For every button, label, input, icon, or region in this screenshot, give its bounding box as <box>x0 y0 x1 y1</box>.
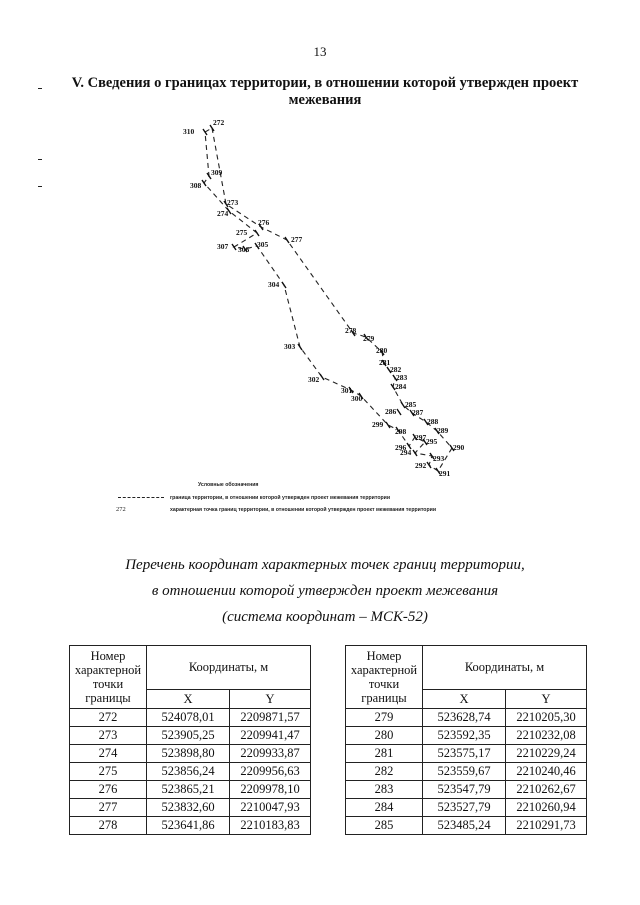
y-header: Y <box>506 690 587 709</box>
x-cell: 523641,86 <box>147 817 230 835</box>
point-label: 272 <box>213 118 225 127</box>
point-label: 301 <box>341 386 353 395</box>
y-cell: 2210291,73 <box>506 817 587 835</box>
legend-heading: Условные обозначения <box>198 482 259 488</box>
point-label: 276 <box>258 218 270 227</box>
point-cell: 276 <box>70 781 147 799</box>
x-cell: 523592,35 <box>423 727 506 745</box>
point-cell: 275 <box>70 763 147 781</box>
x-cell: 523575,17 <box>423 745 506 763</box>
y-cell: 2210183,83 <box>230 817 311 835</box>
point-label: 293 <box>433 454 445 463</box>
table-row <box>346 709 587 727</box>
x-cell: 523485,24 <box>423 817 506 835</box>
coordinates-header: Координаты, м <box>423 646 587 690</box>
point-label: 284 <box>395 382 407 391</box>
point-label: 296 <box>395 443 407 452</box>
point-cell: 272 <box>70 709 147 727</box>
x-cell: 523547,79 <box>423 781 506 799</box>
y-cell: 2210205,30 <box>506 709 587 727</box>
point-label: 304 <box>268 280 280 289</box>
point-label: 306 <box>238 245 250 254</box>
y-cell: 2209871,57 <box>230 709 311 727</box>
boundary-point-mark <box>282 282 286 288</box>
point-label: 302 <box>308 375 320 384</box>
boundary-line <box>204 128 452 471</box>
point-label: 275 <box>236 228 248 237</box>
point-label: 289 <box>437 426 449 435</box>
point-label: 308 <box>190 181 202 190</box>
boundary-point-mark <box>386 422 390 428</box>
point-label: 291 <box>439 469 451 478</box>
point-cell: 280 <box>346 727 423 745</box>
y-header: Y <box>230 690 311 709</box>
point-label: 294 <box>400 448 412 457</box>
subtitle-line: (система координат – МСК-52) <box>222 609 428 625</box>
y-cell: 2210240,46 <box>506 763 587 781</box>
x-cell: 523856,24 <box>147 763 230 781</box>
point-label: 280 <box>376 346 388 355</box>
point-number-header: Номер характерной точки границы <box>346 646 423 709</box>
point-cell: 285 <box>346 817 423 835</box>
boundary-point-mark <box>203 129 207 135</box>
legend-line-symbol <box>118 497 164 498</box>
point-label: 298 <box>395 427 407 436</box>
table-row <box>346 799 587 817</box>
point-label: 285 <box>405 400 417 409</box>
point-label: 281 <box>379 358 391 367</box>
point-label: 277 <box>291 235 303 244</box>
coordinates-table-right <box>345 645 587 835</box>
point-label: 297 <box>415 433 427 442</box>
page-number: 13 <box>313 44 327 59</box>
table-row <box>70 781 311 799</box>
y-cell: 2210262,67 <box>506 781 587 799</box>
table-row <box>70 745 311 763</box>
point-label: 303 <box>284 342 296 351</box>
point-cell: 283 <box>346 781 423 799</box>
point-label: 283 <box>396 373 408 382</box>
point-label: 286 <box>385 407 397 416</box>
legend-point-symbol: 272 <box>116 506 126 513</box>
point-cell: 278 <box>70 817 147 835</box>
point-label: 274 <box>217 209 229 218</box>
y-cell: 2210229,24 <box>506 745 587 763</box>
section-title: V. Сведения о границах территории, в отношении которой утвержден проект межевания <box>71 75 579 108</box>
point-label: 287 <box>412 408 424 417</box>
point-label: 279 <box>363 334 375 343</box>
point-label: 295 <box>426 437 438 446</box>
boundary-point-mark <box>255 230 259 236</box>
point-label: 278 <box>345 326 357 335</box>
x-cell: 523905,25 <box>147 727 230 745</box>
y-cell: 2209956,63 <box>230 763 311 781</box>
point-label: 288 <box>427 417 439 426</box>
y-cell: 2210260,94 <box>506 799 587 817</box>
boundary-point-mark <box>427 462 431 468</box>
y-cell: 2210232,08 <box>506 727 587 745</box>
table-row <box>70 727 311 745</box>
point-cell: 274 <box>70 745 147 763</box>
x-cell: 524078,01 <box>147 709 230 727</box>
point-cell: 282 <box>346 763 423 781</box>
coordinates-header: Координаты, м <box>147 646 311 690</box>
x-cell: 523865,21 <box>147 781 230 799</box>
boundary-point-mark <box>285 237 289 243</box>
point-label: 307 <box>217 242 229 251</box>
boundary-point-mark <box>320 374 324 380</box>
table-row <box>346 817 587 835</box>
table-row <box>70 763 311 781</box>
table-row <box>346 745 587 763</box>
point-label: 299 <box>372 420 384 429</box>
point-cell: 284 <box>346 799 423 817</box>
point-cell: 277 <box>70 799 147 817</box>
x-header: X <box>147 690 230 709</box>
subtitle-line: Перечень координат характерных точек границ территории, <box>125 557 525 573</box>
boundary-point-mark <box>397 409 401 415</box>
y-cell: 2209941,47 <box>230 727 311 745</box>
point-number-header: Номер характерной точки границы <box>70 646 147 709</box>
y-cell: 2209933,87 <box>230 745 311 763</box>
point-label: 273 <box>227 198 239 207</box>
x-cell: 523832,60 <box>147 799 230 817</box>
x-cell: 523559,67 <box>423 763 506 781</box>
coordinates-table-left <box>69 645 311 835</box>
legend-line-text: граница территории, в отношении которой утвержден проект межевания территории <box>170 495 391 501</box>
table-row <box>70 709 311 727</box>
legend-point-text: характерная точка границ территории, в отношении которой утвержден проект межевания территории <box>170 507 437 513</box>
table-row <box>70 817 311 835</box>
point-label: 310 <box>183 127 195 136</box>
x-cell: 523527,79 <box>423 799 506 817</box>
x-cell: 523898,80 <box>147 745 230 763</box>
subtitle-line: в отношении которой утвержден проект межевания <box>151 583 499 599</box>
x-cell: 523628,74 <box>423 709 506 727</box>
boundary-point-mark <box>232 244 236 250</box>
point-label: 292 <box>415 461 427 470</box>
table-row <box>346 763 587 781</box>
point-label: 309 <box>211 168 223 177</box>
point-cell: 273 <box>70 727 147 745</box>
y-cell: 2210047,93 <box>230 799 311 817</box>
point-label: 300 <box>351 394 363 403</box>
point-label: 282 <box>390 365 402 374</box>
y-cell: 2209978,10 <box>230 781 311 799</box>
x-header: X <box>423 690 506 709</box>
point-cell: 279 <box>346 709 423 727</box>
point-label: 305 <box>257 240 269 249</box>
table-row <box>346 781 587 799</box>
table-row <box>346 727 587 745</box>
point-cell: 281 <box>346 745 423 763</box>
table-row <box>70 799 311 817</box>
point-label: 290 <box>453 443 465 452</box>
